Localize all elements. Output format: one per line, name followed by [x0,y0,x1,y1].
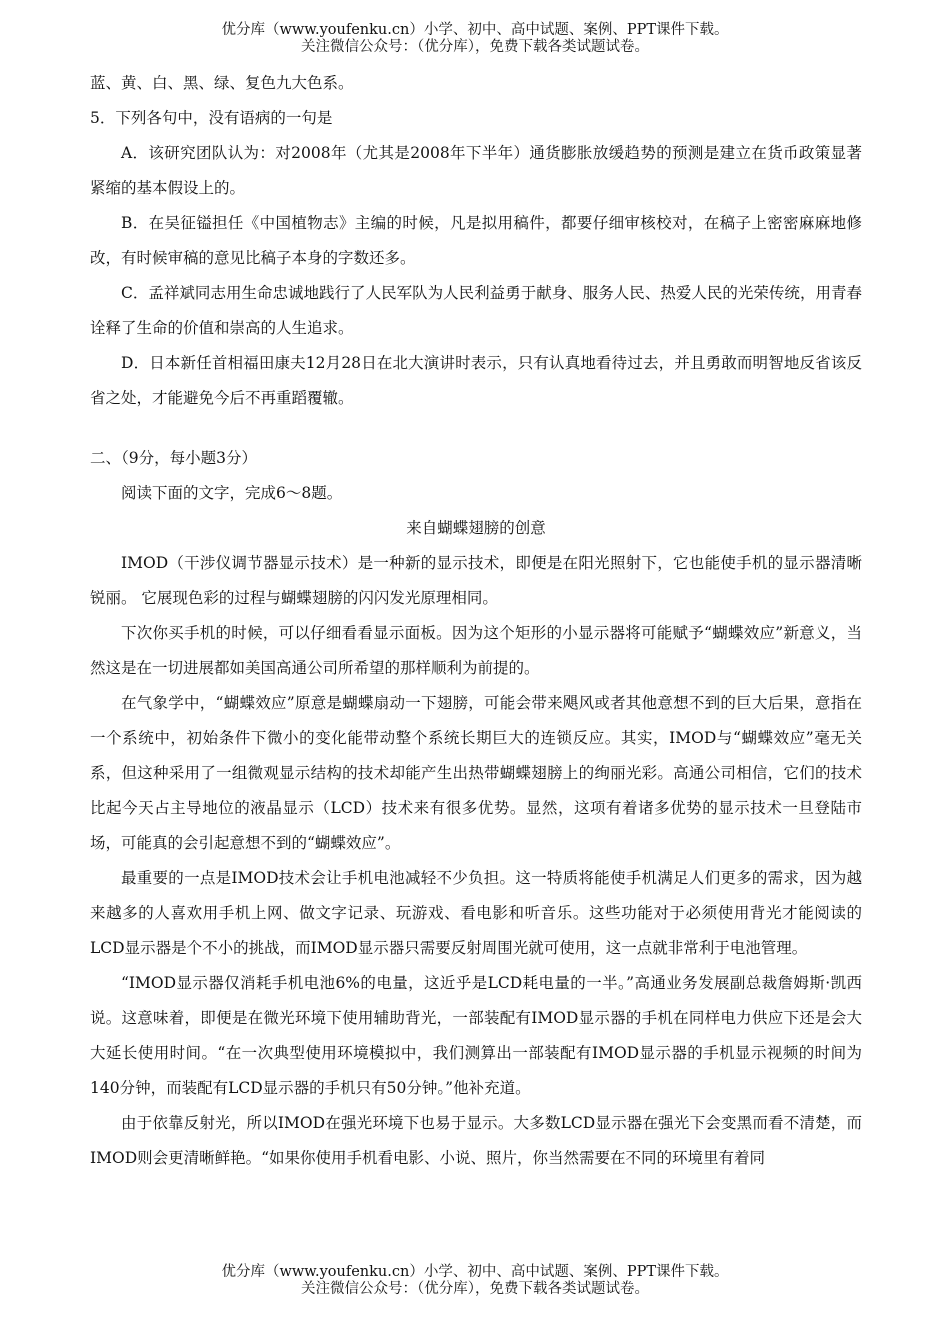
article-title: 来自蝴蝶翅膀的创意 [406,519,546,537]
article-paragraph: 由于依靠反射光，所以IMOD在强光环境下也易于显示。大多数LCD显示器在强光下会变黑而看不清楚，而IMOD则会更清晰鲜艳。“如果你使用手机看电影、小说、照片，你当然需要在不同的环境里有着同 [90,1114,862,1167]
footer-line-1: 优分库（www.youfenku.cn）小学、初中、高中试题、案例、PPT课件下载。 [221,1264,729,1280]
section-2-heading: 二、（9分，每小题3分） [90,449,257,467]
header-line-1: 优分库（www.youfenku.cn）小学、初中、高中试题、案例、PPT课件下载。 [221,22,729,38]
page-footer [0,1264,950,1298]
question-4-tail: 蓝、黄、白、黑、绿、复色九大色系。 [90,74,354,92]
question-5-option-a: A．该研究团队认为：对2008年（尤其是2008年下半年）通货膨胀放缓趋势的预测是建立在货币政策显著紧缩的基本假设上的。 [90,144,862,197]
article-paragraph: IMOD（干涉仪调节器显示技术）是一种新的显示技术，即便是在阳光照射下，它也能使手机的显示器清晰锐丽。 它展现色彩的过程与蝴蝶翅膀的闪闪发光原理相同。 [90,554,862,607]
article-paragraph: “IMOD显示器仅消耗手机电池6%的电量，这近乎是LCD耗电量的一半。”高通业务发展副总裁詹姆斯·凯西说。这意味着，即便是在微光环境下使用辅助背光，一部装配有IMOD显示器的手机在同样电力供应下还是会大大延长使用时间。“在一次典型使用环境模拟中，我们测算出一部装配有IMOD显示器的手机显示视频的时间为140分钟，而装配有LCD显示器的手机只有50分钟。”他补充道。 [90,974,862,1097]
article-paragraph: 在气象学中，“蝴蝶效应”原意是蝴蝶扇动一下翅膀，可能会带来飓风或者其他意想不到的巨大后果，意指在一个系统中，初始条件下微小的变化能带动整个系统长期巨大的连锁反应。其实，IMOD与“蝴蝶效应”毫无关系，但这种采用了一组微观显示结构的技术却能产生出热带蝴蝶翅膀上的绚丽光彩。高通公司相信，它们的技术比起今天占主导地位的液晶显示（LCD）技术来有很多优势。显然，这项有着诸多优势的显示技术一旦登陆市场，可能真的会引起意想不到的“蝴蝶效应”。 [90,694,862,852]
article-paragraph: 最重要的一点是IMOD技术会让手机电池减轻不少负担。这一特质将能使手机满足人们更多的需求，因为越来越多的人喜欢用手机上网、做文字记录、玩游戏、看电影和听音乐。这些功能对于必须使用背光才能阅读的LCD显示器是个不小的挑战，而IMOD显示器只需要反射周围光就可使用，这一点就非常利于电池管理。 [90,869,862,957]
section-spacer [90,416,862,441]
section-2-instruction: 阅读下面的文字，完成6～8题。 [121,484,343,502]
article-paragraph: 下次你买手机的时候，可以仔细看看显示面板。因为这个矩形的小显示器将可能赋予“蝴蝶效应”新意义，当然这是在一切进展都如美国高通公司所希望的那样顺利为前提的。 [90,624,862,677]
footer-line-2: 关注微信公众号：（优分库），免费下载各类试题试卷。 [301,1281,649,1297]
question-5-option-b: B．在吴征镒担任《中国植物志》主编的时候，凡是拟用稿件，都要仔细审核校对，在稿子上密密麻麻地修改，有时候审稿的意见比稿子本身的字数还多。 [90,214,862,267]
document-body [90,66,862,1176]
question-5-option-d: D．日本新任首相福田康夫12月28日在北大演讲时表示，只有认真地看待过去，并且勇敢而明智地反省该反省之处，才能避免今后不再重蹈覆辙。 [90,354,862,407]
header-line-2: 关注微信公众号：（优分库），免费下载各类试题试卷。 [301,39,649,55]
question-5-option-c: C．孟祥斌同志用生命忠诚地践行了人民军队为人民利益勇于献身、服务人民、热爱人民的光荣传统，用青春诠释了生命的价值和崇高的人生追求。 [90,284,862,337]
question-5-stem: 5．下列各句中，没有语病的一句是 [90,109,333,127]
page-header [0,22,950,56]
